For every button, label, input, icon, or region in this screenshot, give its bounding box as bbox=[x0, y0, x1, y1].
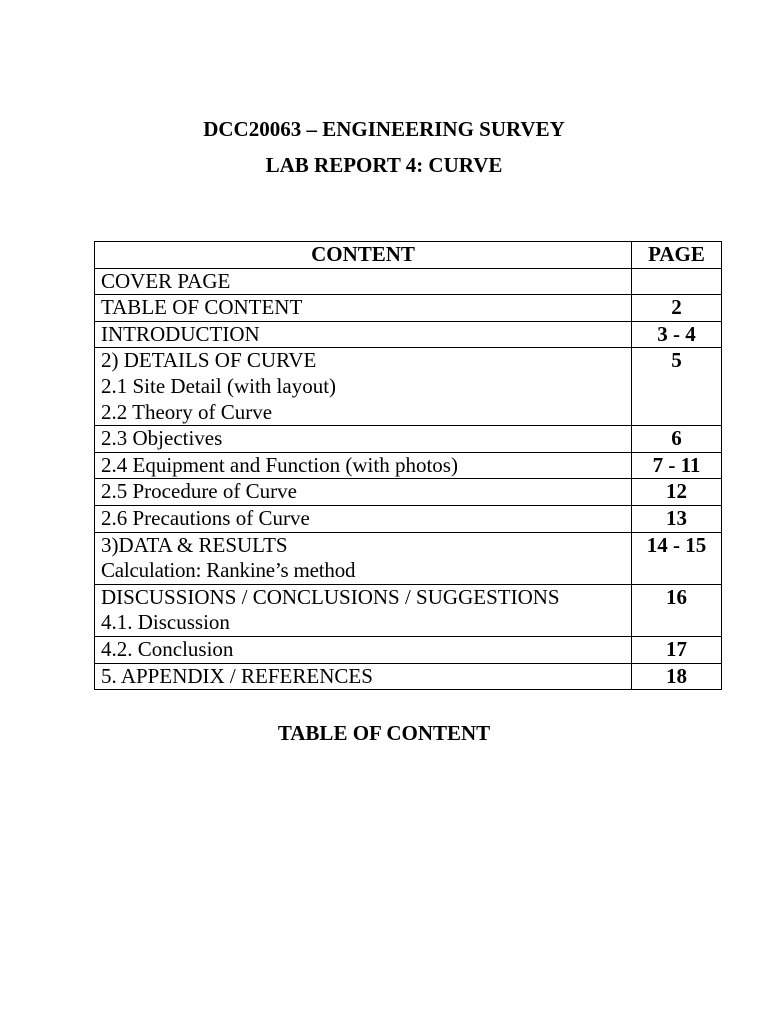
row-content bbox=[95, 584, 632, 636]
table-row bbox=[95, 321, 722, 348]
row-line: 3)DATA & RESULTS bbox=[101, 532, 288, 557]
row-line: Calculation: Rankine’s method bbox=[101, 558, 356, 583]
row-page: 6 bbox=[632, 426, 722, 453]
table-row bbox=[95, 426, 722, 453]
table-row bbox=[95, 479, 722, 506]
row-page: 17 bbox=[632, 636, 722, 663]
row-page: 5 bbox=[632, 348, 722, 426]
row-content bbox=[95, 532, 632, 584]
row-content bbox=[95, 426, 632, 453]
row-line: INTRODUCTION bbox=[101, 321, 260, 346]
row-page: 2 bbox=[632, 295, 722, 322]
table-row bbox=[95, 295, 722, 322]
table-row bbox=[95, 505, 722, 532]
table-row bbox=[95, 532, 722, 584]
row-line: 2) DETAILS OF CURVE bbox=[101, 348, 317, 373]
table-of-contents bbox=[94, 241, 722, 690]
row-page: 14 - 15 bbox=[632, 532, 722, 584]
row-line: 5. APPENDIX / REFERENCES bbox=[101, 663, 373, 688]
table-row bbox=[95, 584, 722, 636]
row-line: 4.1. Discussion bbox=[101, 610, 230, 635]
row-line: 2.3 Objectives bbox=[101, 426, 223, 451]
row-line: 2.6 Precautions of Curve bbox=[101, 505, 310, 530]
content-column-header: CONTENT bbox=[95, 242, 632, 269]
table-row bbox=[95, 452, 722, 479]
row-line: 2.1 Site Detail (with layout) bbox=[101, 373, 337, 398]
row-content bbox=[95, 636, 632, 663]
row-content bbox=[95, 321, 632, 348]
table-row bbox=[95, 636, 722, 663]
row-page bbox=[632, 268, 722, 295]
table-header-row bbox=[95, 242, 722, 269]
row-line: 2.4 Equipment and Function (with photos) bbox=[101, 452, 458, 477]
course-title: DCC20063 – ENGINEERING SURVEY bbox=[203, 117, 565, 141]
row-content bbox=[95, 268, 632, 295]
row-content bbox=[95, 295, 632, 322]
row-page: 7 - 11 bbox=[632, 452, 722, 479]
table-row bbox=[95, 268, 722, 295]
table-caption: TABLE OF CONTENT bbox=[277, 721, 491, 745]
row-line: 2.5 Procedure of Curve bbox=[101, 479, 297, 504]
row-line: COVER PAGE bbox=[101, 268, 231, 293]
row-line: DISCUSSIONS / CONCLUSIONS / SUGGESTIONS bbox=[101, 584, 560, 609]
row-line: TABLE OF CONTENT bbox=[101, 295, 303, 320]
report-title: LAB REPORT 4: CURVE bbox=[265, 153, 503, 177]
row-page: 16 bbox=[632, 584, 722, 636]
row-line: 2.2 Theory of Curve bbox=[101, 399, 273, 424]
table-row bbox=[95, 348, 722, 426]
row-page: 18 bbox=[632, 663, 722, 690]
row-line: 4.2. Conclusion bbox=[101, 636, 234, 661]
row-content bbox=[95, 505, 632, 532]
row-page: 12 bbox=[632, 479, 722, 506]
row-content bbox=[95, 479, 632, 506]
row-content bbox=[95, 348, 632, 426]
row-content bbox=[95, 452, 632, 479]
row-content bbox=[95, 663, 632, 690]
row-page: 13 bbox=[632, 505, 722, 532]
table-row bbox=[95, 663, 722, 690]
row-page: 3 - 4 bbox=[632, 321, 722, 348]
page-column-header: PAGE bbox=[632, 242, 722, 269]
